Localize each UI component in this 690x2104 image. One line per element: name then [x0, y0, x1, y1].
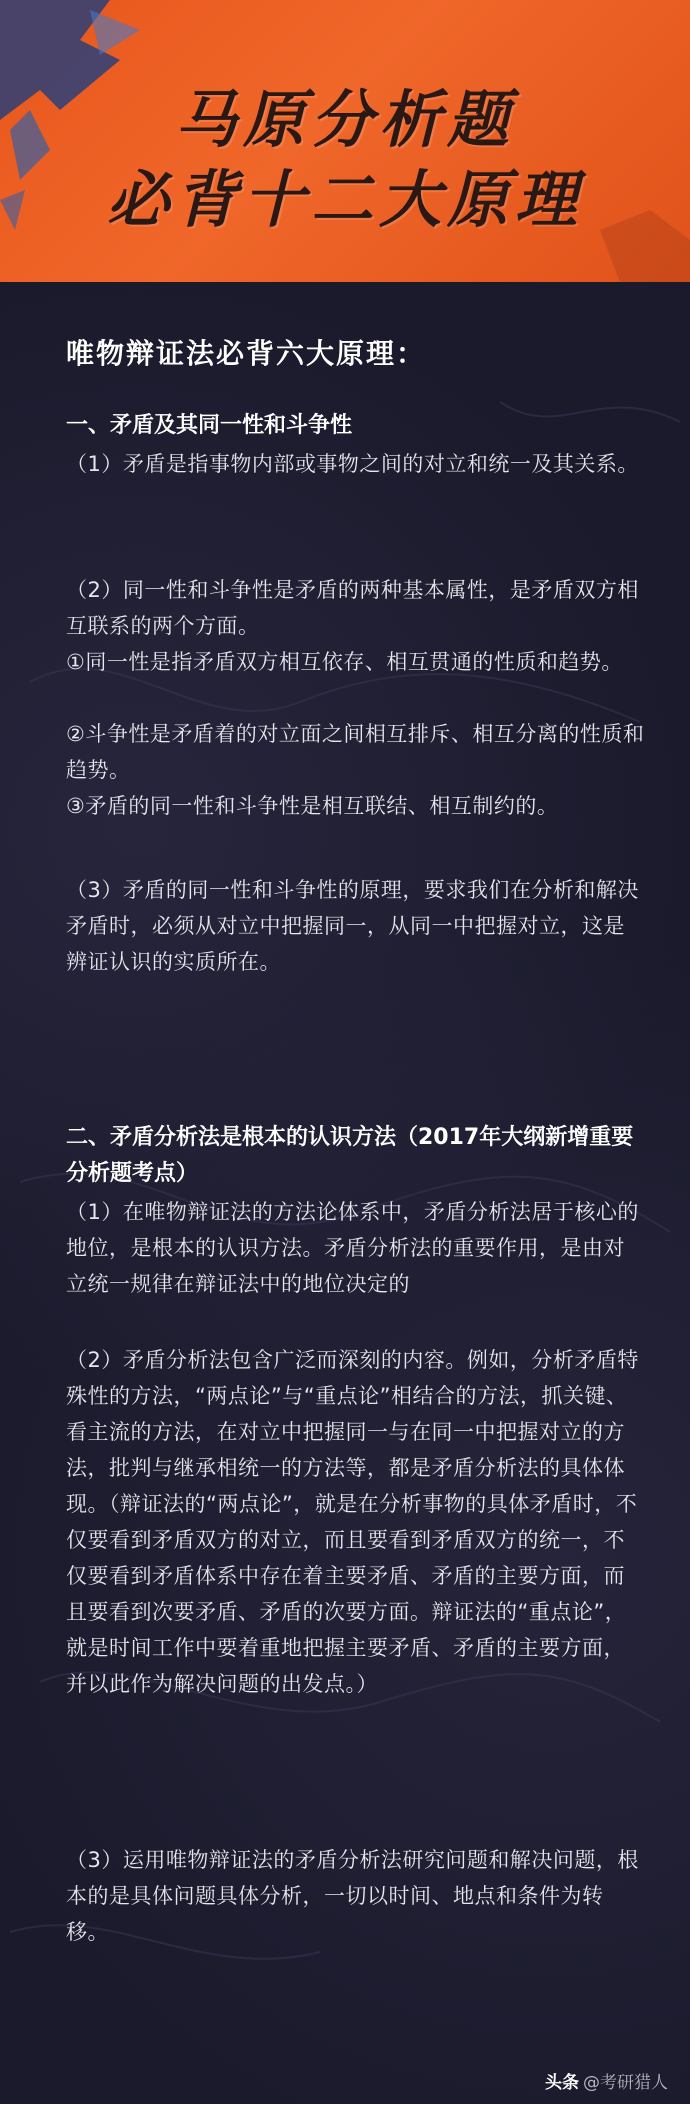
banner-title-line2: 必背十二大原理	[106, 163, 583, 236]
section2-para3: （3）运用唯物辩证法的矛盾分析法研究问题和解决问题，根本的是具体问题具体分析，一切以时间、地点和条件为转移。	[66, 1848, 639, 1944]
title-banner	[0, 0, 690, 282]
section1-para2-item1: ①同一性是指矛盾双方相互依存、相互贯通的性质和趋势。	[66, 650, 623, 674]
section1-title: 一、矛盾及其同一性和斗争性	[66, 413, 353, 438]
section2-title: 二、矛盾分析法是根本的认识方法（2017年大纲新增重要分析题考点）	[66, 1125, 634, 1186]
main-heading: 唯物辩证法必背六大原理：	[66, 337, 427, 370]
footer-handle: @考研猎人	[583, 2073, 668, 2093]
section1-para2-item3: ③矛盾的同一性和斗争性是相互联结、相互制约的。	[66, 794, 559, 818]
footer-logo: 头条	[545, 2073, 579, 2093]
section2-para1: （1）在唯物辩证法的方法论体系中，矛盾分析法居于核心的地位，是根本的认识方法。矛盾分析法的重要作用，是由对立统一规律在辩证法中的地位决定的	[66, 1200, 639, 1296]
banner-title-line1: 马原分析题	[174, 83, 515, 156]
section1-para3: （3）矛盾的同一性和斗争性的原理，要求我们在分析和解决矛盾时，必须从对立中把握同一，从同一中把握对立，这是辨证认识的实质所在。	[66, 878, 639, 974]
content-area	[0, 282, 690, 2104]
section1-para1: （1）矛盾是指事物内部或事物之间的对立和统一及其关系。	[66, 452, 639, 476]
section2-para2: （2）矛盾分析法包含广泛而深刻的内容。例如，分析矛盾特殊性的方法，“两点论”与“重点论”相结合的方法，抓关键、看主流的方法，在对立中把握同一与在同一中把握对立的方法，批判与继承相统一的方法等，都是矛盾分析法的具体体现。（辩证法的“两点论”，就是在分析事物的具体矛盾时，不仅要看到矛盾双方的对立，而且要看到矛盾双方的统一，不仅要看到矛盾体系中存在着主要矛盾、矛盾的主要方面，而且要看到次要矛盾、矛盾的次要方面。辩证法的“重点论”，就是时间工作中要着重地把握主要矛盾、矛盾的主要方面，并以此作为解决问题的出发点。）	[66, 1348, 639, 1696]
section1-para2-item2: ②斗争性是矛盾着的对立面之间相互排斥、相互分离的性质和趋势。	[66, 722, 645, 782]
background-pattern	[0, 282, 690, 2104]
footer-watermark	[545, 2068, 668, 2093]
section1-para2: （2）同一性和斗争性是矛盾的两种基本属性，是矛盾双方相互联系的两个方面。	[66, 578, 639, 638]
